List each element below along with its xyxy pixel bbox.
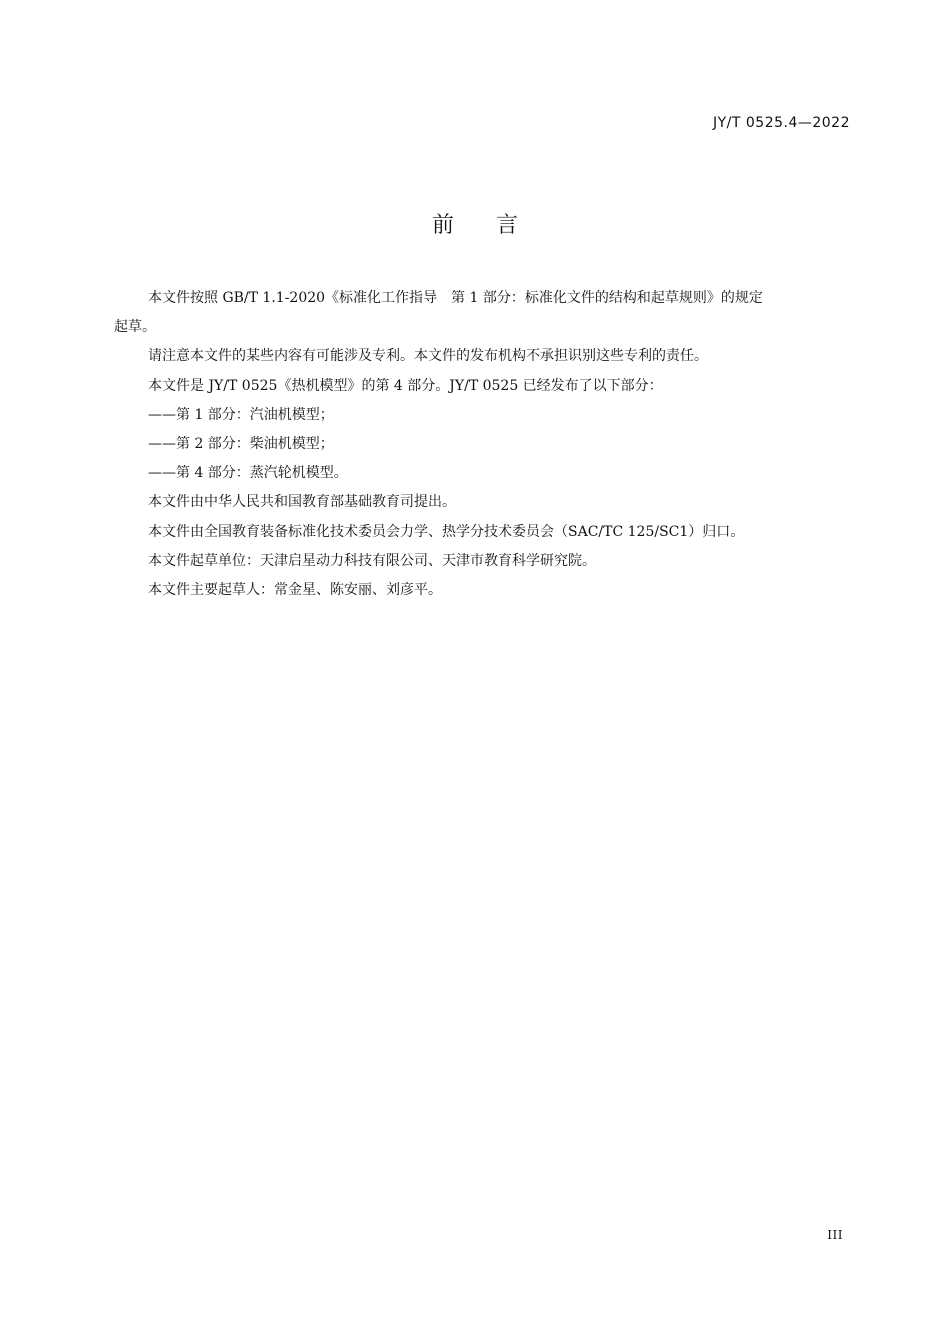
- list-item-part-2: ——第 2 部分：柴油机模型；: [148, 436, 334, 453]
- document-code: JY/T 0525.4—2022: [712, 115, 850, 131]
- paragraph-drafting-basis-line2: 起草。: [114, 319, 156, 336]
- paragraph-drafting-basis-line1: 本文件按照 GB/T 1.1-2020《标准化工作指导 第 1 部分：标准化文件的结构和起草规则》的规定: [148, 290, 763, 306]
- paragraph-proposer: 本文件由中华人民共和国教育部基础教育司提出。: [148, 494, 456, 511]
- paragraph-patent-notice: 请注意本文件的某些内容有可能涉及专利。本文件的发布机构不承担识别这些专利的责任。: [148, 348, 708, 365]
- paragraph-drafting-units: 本文件起草单位：天津启星动力科技有限公司、天津市教育科学研究院。: [148, 552, 596, 569]
- paragraph-series-info: 本文件是 JY/T 0525《热机模型》的第 4 部分。JY/T 0525 已经发布了以下部分：: [148, 377, 663, 394]
- page-title: 前言: [431, 213, 560, 238]
- list-item-part-4: ——第 4 部分：蒸汽轮机模型。: [148, 465, 348, 482]
- list-item-part-1: ——第 1 部分：汽油机模型；: [148, 406, 334, 423]
- paragraph-drafters: 本文件主要起草人：常金星、陈安丽、刘彦平。: [148, 582, 442, 599]
- paragraph-drafting-basis: [114, 284, 864, 342]
- foreword-body: [114, 284, 864, 605]
- paragraph-committee: 本文件由全国教育装备标准化技术委员会力学、热学分技术委员会（SAC/TC 125/SC1）归口。: [148, 523, 745, 540]
- page-number: III: [827, 1228, 843, 1242]
